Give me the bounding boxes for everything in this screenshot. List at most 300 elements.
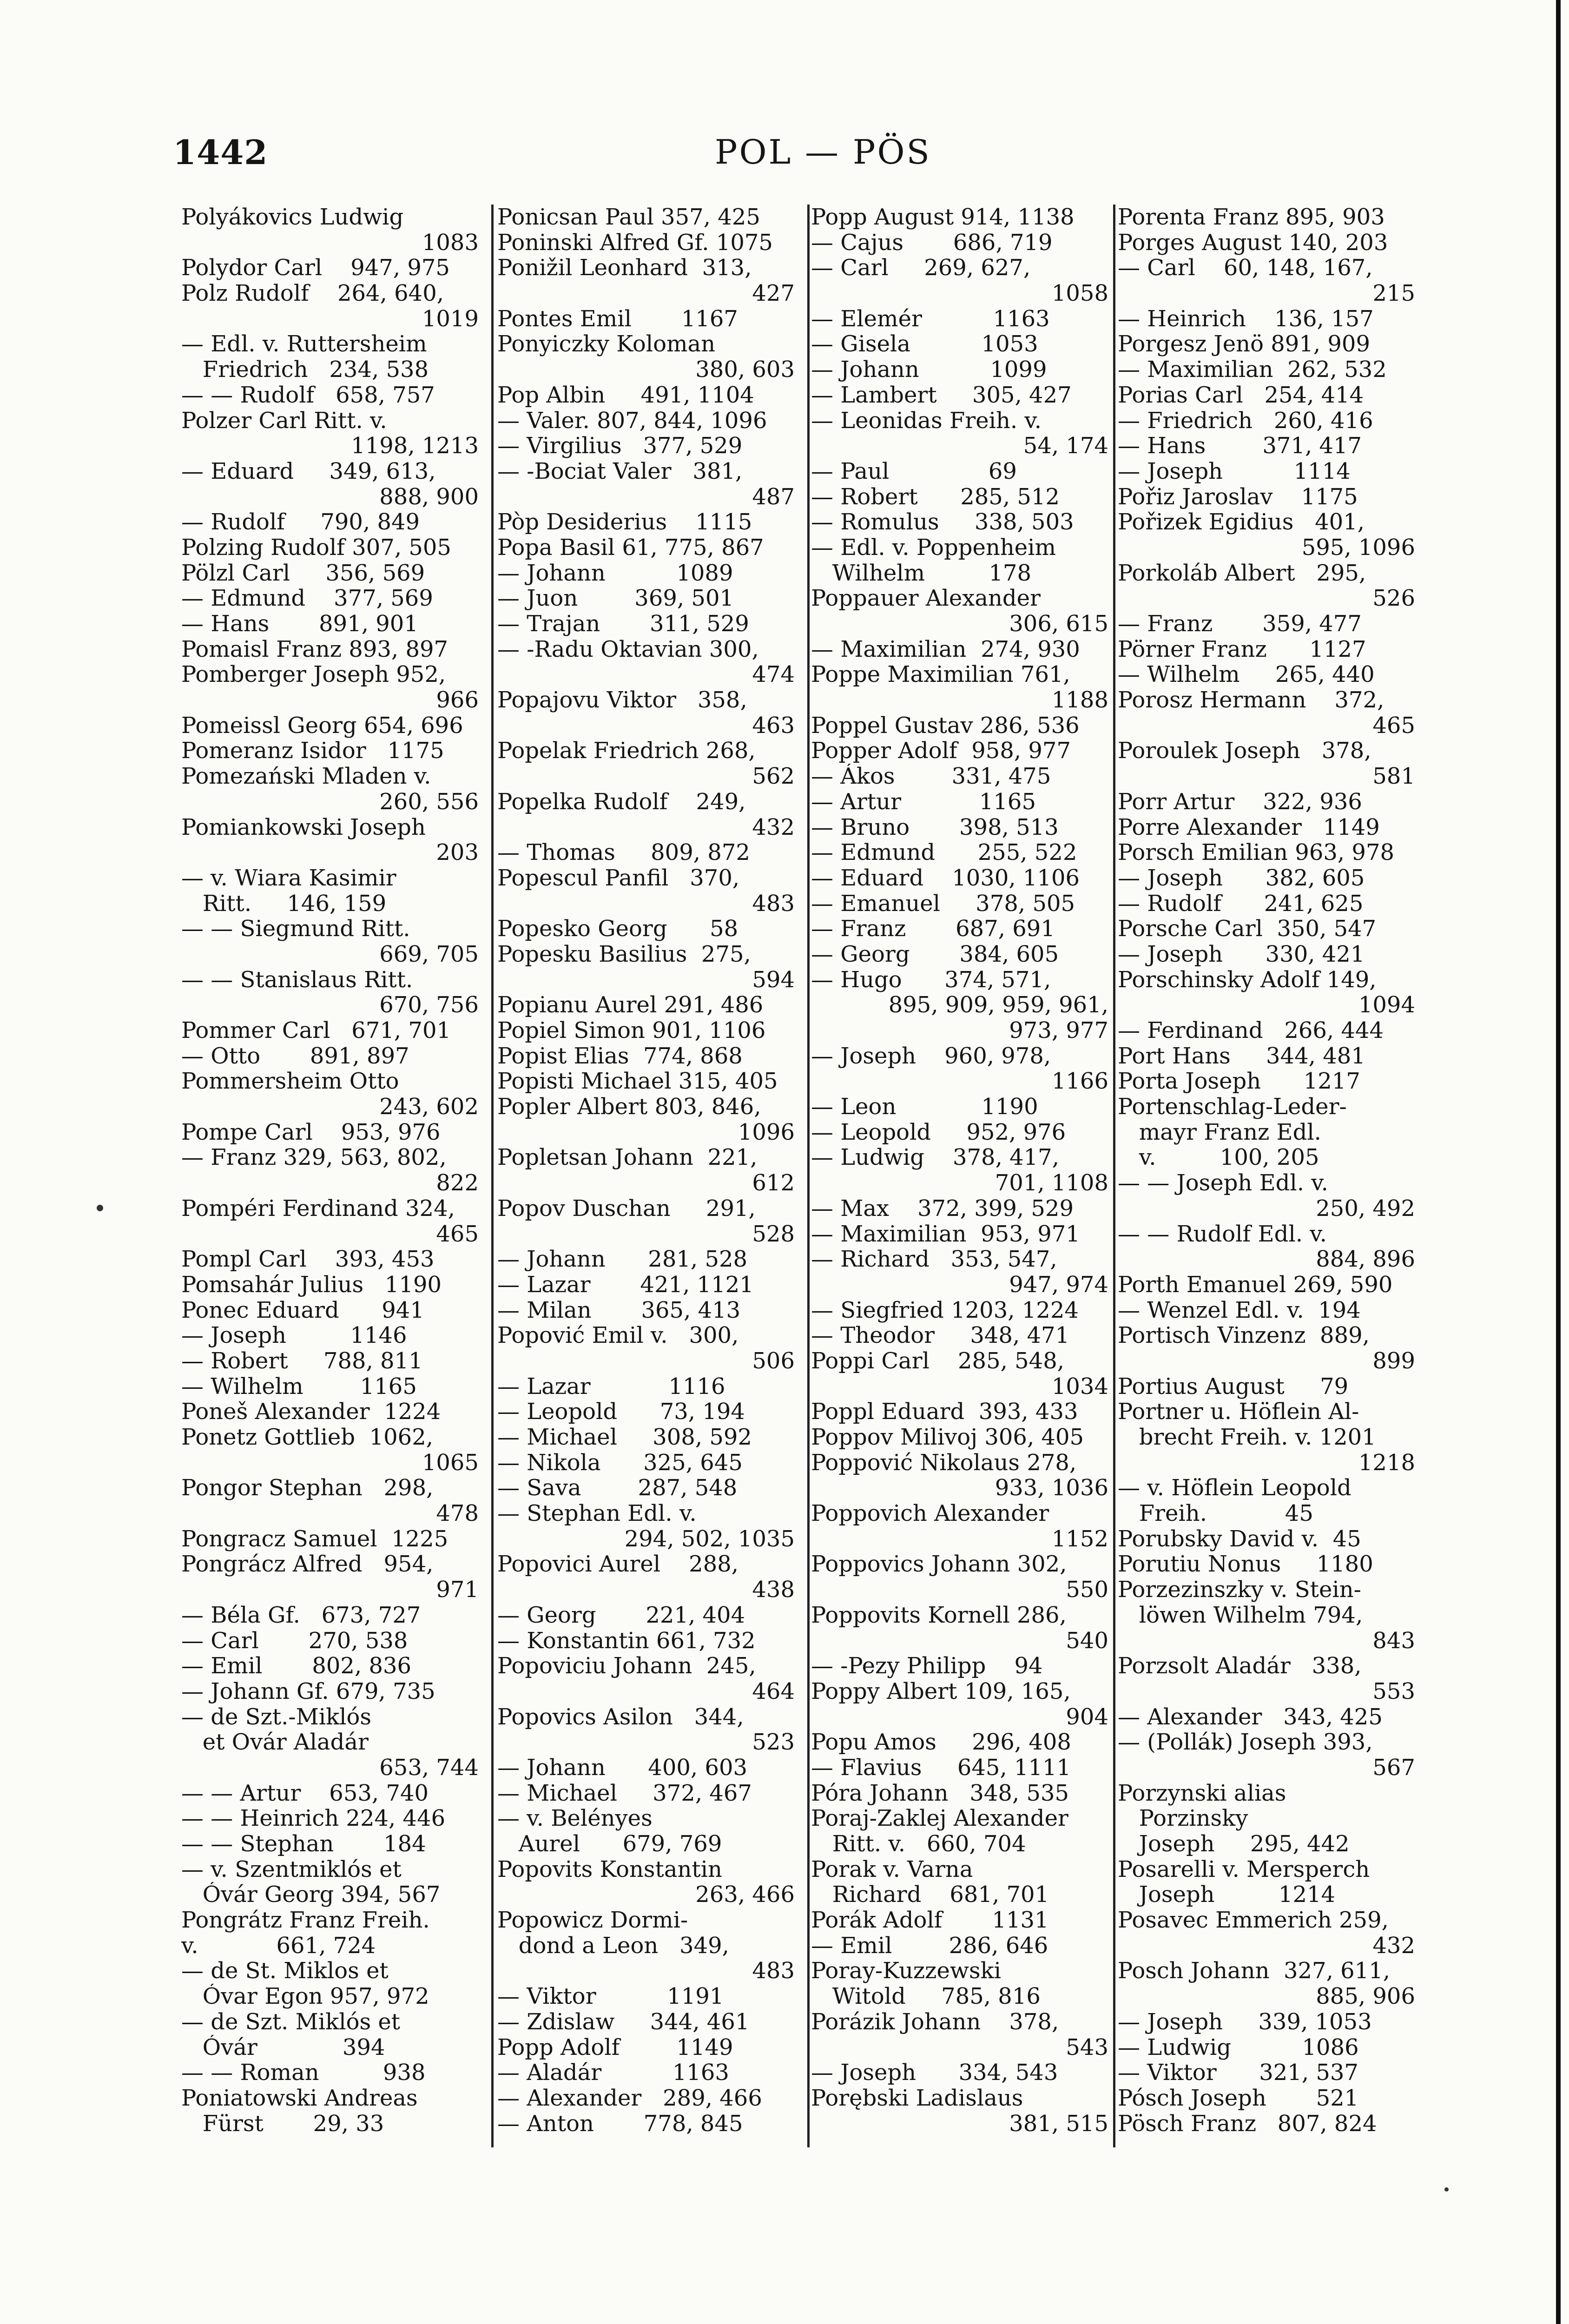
index-line: — — Joseph Edl. v. [1118,1170,1328,1196]
index-line: Ritt. 146, 159 [181,891,387,917]
index-line: Poppov Milivoj 306, 405 [811,1425,1084,1450]
index-line: — Georg 384, 605 [811,941,1059,967]
index-line: Polydor Carl 947, 975 [181,255,450,281]
index-line: Popesko Georg 58 [497,916,738,942]
index-line: Porzynski alias [1118,1780,1286,1806]
index-line: — — Siegmund Ritt. [181,916,410,942]
index-line: Polz Rudolf 264, 640, [181,281,444,306]
index-line: Popesku Basilius 275, [497,941,751,967]
index-line: Pořizek Egidius 401, [1118,509,1365,535]
index-line: 506 [752,1348,795,1374]
index-line: — Emil 286, 646 [811,1933,1048,1959]
running-head: POL — PÖS [715,132,931,172]
index-line: Popajovu Viktor 358, [497,687,747,713]
index-line: 306, 615 [1009,611,1108,637]
index-line: — Franz 329, 563, 802, [181,1145,447,1171]
index-line: Joseph 295, 442 [1118,1831,1350,1857]
index-line: Poneš Alexander 1224 [181,1399,441,1425]
index-line: Popoviciu Johann 245, [497,1653,756,1679]
index-line: — Konstantin 661, 732 [497,1628,756,1654]
index-line: Portius August 79 [1118,1373,1349,1400]
index-line: — Max 372, 399, 529 [811,1195,1074,1221]
index-line: et Ovár Aladár [181,1730,369,1755]
index-line: Poppović Nikolaus 278, [811,1450,1077,1476]
index-line: — Juon 369, 501 [497,586,734,611]
index-line: Pop Albin 491, 1104 [497,382,754,408]
index-line: Popler Albert 803, 846, [497,1094,761,1120]
index-line: — — Stanislaus Ritt. [181,967,413,993]
index-line: 294, 502, 1035 [624,1526,795,1552]
index-line: — Paul 69 [811,458,1017,484]
scan-edge [1556,0,1561,2324]
index-line: — Emil 802, 836 [181,1653,412,1679]
index-line: 250, 492 [1316,1195,1415,1221]
index-line: — Michael 308, 592 [497,1425,752,1450]
index-line: Popper Adolf 958, 977 [811,738,1071,764]
index-line: Popa Basil 61, 775, 867 [497,535,764,561]
index-line: Porr Artur 322, 936 [1118,789,1362,815]
index-line: Ponec Eduard 941 [181,1297,424,1323]
index-line: Pölzl Carl 356, 569 [181,560,425,586]
index-line: Poroulek Joseph 378, [1118,738,1371,764]
index-line: — -Pezy Philipp 94 [811,1653,1043,1679]
index-line: 895, 909, 959, 961, [888,992,1108,1018]
index-line: 54, 174 [1023,433,1108,459]
index-line: — Lazar 1116 [497,1373,725,1400]
index-line: Porsch Emilian 963, 978 [1118,840,1395,865]
index-line: 1083 [422,230,479,256]
index-line: — — Rudolf 658, 757 [181,382,435,408]
index-line: — Georg 221, 404 [497,1602,745,1628]
index-line: 465 [1372,713,1415,739]
index-line: 463 [752,713,795,739]
index-line: löwen Wilhelm 794, [1118,1602,1363,1628]
index-line: Porgesz Jenö 891, 909 [1118,331,1370,357]
index-line: — Wenzel Edl. v. 194 [1118,1297,1361,1323]
index-line: — Joseph 330, 421 [1118,941,1365,967]
index-line: — Siegfried 1203, 1224 [811,1297,1079,1323]
index-line: — Zdislaw 344, 461 [497,2009,750,2035]
index-line: — Leopold 73, 194 [497,1399,745,1425]
index-line: — Otto 891, 897 [181,1043,409,1069]
index-line: 1152 [1051,1526,1108,1552]
scan-speck [1444,2187,1449,2192]
index-line: 550 [1066,1577,1108,1603]
index-line: Wilhelm 178 [811,560,1032,586]
index-line: Poppovics Johann 302, [811,1552,1067,1578]
index-line: 487 [752,484,795,510]
index-line: — v. Höflein Leopold [1118,1475,1351,1501]
index-line: Pòp Desiderius 1115 [497,509,752,535]
index-line: — v. Szentmiklós et [181,1856,402,1882]
index-line: — Anton 778, 845 [497,2111,743,2137]
index-line: 203 [436,840,479,865]
index-line: mayr Franz Edl. [1118,1119,1321,1145]
index-line: — Johann 400, 603 [497,1755,748,1781]
index-line: Porkoláb Albert 295, [1118,560,1366,586]
index-line: 243, 602 [379,1094,479,1120]
index-line: dond a Leon 349, [497,1933,729,1959]
index-line: 543 [1066,2034,1108,2060]
index-line: — — Stephan 184 [181,1831,426,1857]
index-line: — Franz 687, 691 [811,916,1055,942]
index-line: — Sava 287, 548 [497,1475,738,1501]
index-column-4 [1118,205,1415,2136]
index-column-3 [811,205,1108,2136]
index-line: Pompe Carl 953, 976 [181,1119,441,1145]
index-line: 966 [436,687,479,713]
index-line: Poninski Alfred Gf. 1075 [497,230,773,256]
index-line: — Maximilian 262, 532 [1118,357,1387,383]
index-line: 432 [1372,1933,1415,1959]
index-line: — Nikola 325, 645 [497,1450,743,1476]
index-line: — Carl 60, 148, 167, [1118,255,1373,281]
index-line: 973, 977 [1009,1018,1108,1043]
index-line: Poraj-Zaklej Alexander [811,1806,1068,1831]
index-line: — Johann 1099 [811,357,1047,383]
index-line: — Virgilius 377, 529 [497,433,743,459]
scan-speck [97,1205,103,1211]
index-line: Friedrich 234, 538 [181,357,429,383]
index-line: Portisch Vinzenz 889, [1118,1323,1370,1348]
index-line: 526 [1372,586,1415,611]
index-line: Pomeissl Georg 654, 696 [181,713,463,739]
index-line: — v. Belényes [497,1806,653,1831]
index-line: — de Szt.-Miklós [181,1704,372,1730]
index-line: Popelka Rudolf 249, [497,789,746,815]
index-line: 933, 1036 [995,1475,1108,1501]
index-column-1 [181,205,479,2136]
index-line: Porák Adolf 1131 [811,1908,1049,1933]
index-line: — Johann 1089 [497,560,733,586]
index-line: v. 661, 724 [181,1933,376,1959]
index-line: — Robert 788, 811 [181,1348,423,1374]
index-line: Póra Johann 348, 535 [811,1780,1069,1806]
index-line: — Béla Gf. 673, 727 [181,1602,421,1628]
index-line: 381, 515 [1009,2111,1108,2137]
index-line: Poppl Eduard 393, 433 [811,1399,1078,1425]
index-line: — Edl. v. Poppenheim [811,535,1056,561]
index-line: — Ákos 331, 475 [811,764,1051,789]
index-line: — Ferdinand 266, 444 [1118,1018,1384,1043]
index-line: 1198, 1213 [351,433,479,459]
index-line: — Lazar 421, 1121 [497,1272,754,1298]
index-line: Porges August 140, 203 [1118,230,1388,256]
index-line: Polyákovics Ludwig [181,205,404,230]
column-divider [491,205,494,2147]
index-line: — Heinrich 136, 157 [1118,306,1374,332]
index-line: — Joseph 334, 543 [811,2060,1058,2086]
index-line: — Joseph 1114 [1118,458,1351,484]
index-line: 528 [752,1221,795,1247]
index-line: — Elemér 1163 [811,306,1050,332]
index-line: 971 [436,1577,479,1603]
index-line: Porenta Franz 895, 903 [1118,205,1385,230]
index-line: Fürst 29, 33 [181,2111,384,2137]
index-line: — de Szt. Miklós et [181,2009,401,2035]
index-line: Poppauer Alexander [811,586,1041,611]
index-line: Poppy Albert 109, 165, [811,1678,1071,1704]
index-line: Popov Duschan 291, [497,1195,756,1221]
index-line: Popianu Aurel 291, 486 [497,992,764,1018]
index-line: — Ludwig 378, 417, [811,1145,1059,1171]
index-line: 465 [436,1221,479,1247]
index-line: — Rudolf 790, 849 [181,509,420,535]
index-line: 562 [752,764,795,789]
index-line: — Eduard 1030, 1106 [811,865,1080,891]
index-line: 478 [436,1501,479,1526]
index-line: Pontes Emil 1167 [497,306,738,332]
index-line: — Aladár 1163 [497,2060,729,2086]
index-line: — — Heinrich 224, 446 [181,1806,446,1831]
index-line: Pomezański Mladen v. [181,764,431,789]
index-line: Portenschlag-Leder- [1118,1094,1347,1120]
index-line: 594 [752,967,795,993]
index-line: — Trajan 311, 529 [497,611,749,637]
index-line: Pomiankowski Joseph [181,814,426,840]
index-line: Aurel 679, 769 [497,1831,722,1857]
index-line: Polzer Carl Ritt. v. [181,408,387,434]
index-line: Popp August 914, 1138 [811,205,1075,230]
index-line: 483 [752,1958,795,1984]
index-line: 1166 [1051,1069,1108,1095]
index-line: 670, 756 [379,992,479,1018]
index-line: Popiel Simon 901, 1106 [497,1018,766,1043]
index-line: — Johann Gf. 679, 735 [181,1678,435,1704]
index-line: — Ludwig 1086 [1118,2034,1359,2060]
index-line: — Stephan Edl. v. [497,1501,697,1526]
index-line: — Cajus 686, 719 [811,230,1053,256]
index-line: — Lambert 305, 427 [811,382,1072,408]
index-line: 899 [1372,1348,1415,1374]
index-line: Pompéri Ferdinand 324, [181,1195,455,1221]
index-line: v. 100, 205 [1118,1145,1319,1171]
index-line: Popisti Michael 315, 405 [497,1069,778,1095]
index-line: — Joseph 382, 605 [1118,865,1365,891]
index-line: — Robert 285, 512 [811,484,1060,510]
index-line: Popist Elias 774, 868 [497,1043,743,1069]
index-line: Porubsky David v. 45 [1118,1526,1361,1552]
index-line: Popletsan Johann 221, [497,1145,758,1171]
index-line: 653, 744 [379,1755,479,1781]
index-line: 843 [1372,1628,1415,1654]
index-line: — Emanuel 378, 505 [811,891,1075,917]
index-line: Porias Carl 254, 414 [1118,382,1364,408]
index-line: Pösch Franz 807, 824 [1118,2111,1377,2137]
index-line: — Gisela 1053 [811,331,1038,357]
index-line: Popescul Panfil 370, [497,865,740,891]
index-line: Pommer Carl 671, 701 [181,1018,451,1043]
index-line: Porzinsky [1118,1806,1248,1831]
index-line: 884, 896 [1316,1247,1415,1272]
index-line: Popović Emil v. 300, [497,1323,739,1348]
index-line: Porsche Carl 350, 547 [1118,916,1377,942]
index-line: — Leonidas Freih. v. [811,408,1042,434]
index-line: 888, 900 [379,484,479,510]
index-line: Portner u. Höflein Al- [1118,1399,1359,1425]
index-line: — Milan 365, 413 [497,1297,741,1323]
index-line: 904 [1066,1704,1108,1730]
index-line: — Thomas 809, 872 [497,840,750,865]
index-line: — Michael 372, 467 [497,1780,752,1806]
index-line: — Hans 891, 901 [181,611,418,637]
index-line: Ponicsan Paul 357, 425 [497,205,760,230]
index-line: — Romulus 338, 503 [811,509,1074,535]
index-line: — Maximilian 953, 971 [811,1221,1080,1247]
index-line: Popovici Aurel 288, [497,1552,739,1578]
index-line: — Flavius 645, 1111 [811,1755,1071,1781]
index-line: Popovics Asilon 344, [497,1704,744,1730]
index-line: 822 [436,1170,479,1196]
index-line: — Hugo 374, 571, [811,967,1051,993]
index-line: — (Pollák) Joseph 393, [1118,1730,1373,1755]
index-line: — Friedrich 260, 416 [1118,408,1373,434]
index-line: Porre Alexander 1149 [1118,814,1380,840]
index-line: 1188 [1051,687,1108,713]
index-line: Porzsolt Aladár 338, [1118,1653,1362,1679]
index-line: — — Rudolf Edl. v. [1118,1221,1327,1247]
index-line: 567 [1372,1755,1415,1781]
index-line: — Eduard 349, 613, [181,458,436,484]
index-line: Pörner Franz 1127 [1118,636,1366,662]
index-line: Ritt. v. 660, 704 [811,1831,1026,1857]
index-line: — -Radu Oktavian 300, [497,636,759,662]
index-line: Ponetz Gottlieb 1062, [181,1425,433,1450]
column-divider [1113,205,1115,2147]
index-line: 885, 906 [1316,1984,1415,2009]
index-line: — de St. Miklos et [181,1958,389,1984]
index-line: Pomberger Joseph 952, [181,662,446,688]
index-line: 595, 1096 [1301,535,1415,561]
index-line: Witold 785, 816 [811,1984,1041,2009]
index-line: — — Artur 653, 740 [181,1780,429,1806]
index-line: Ponyiczky Koloman [497,331,716,357]
index-line: Polzing Rudolf 307, 505 [181,535,451,561]
index-line: 1058 [1051,281,1108,306]
index-line: 1065 [422,1450,479,1476]
index-line: — Joseph 960, 978, [811,1043,1051,1069]
page-number: 1442 [173,132,268,172]
index-line: — Rudolf 241, 625 [1118,891,1364,917]
index-line: Posarelli v. Mersperch [1118,1856,1370,1882]
index-line: Pomeranz Isidor 1175 [181,738,444,764]
index-line: Porutiu Nonus 1180 [1118,1552,1373,1578]
index-line: — Wilhelm 1165 [181,1373,417,1400]
index-line: Poniatowski Andreas [181,2085,418,2111]
index-line: 540 [1066,1628,1108,1654]
index-line: Port Hans 344, 481 [1118,1043,1365,1069]
index-line: — Joseph 1146 [181,1323,407,1348]
index-line: Richard 681, 701 [811,1882,1049,1908]
index-line: — — Roman 938 [181,2060,426,2086]
index-line: 523 [752,1730,795,1755]
index-line: 669, 705 [379,941,479,967]
index-line: — Artur 1165 [811,789,1036,815]
index-line: 1096 [738,1119,795,1145]
index-line: Porta Joseph 1217 [1118,1069,1360,1095]
index-line: Popelak Friedrich 268, [497,738,756,764]
index-line: Poppi Carl 285, 548, [811,1348,1064,1374]
index-line: 701, 1108 [995,1170,1108,1196]
index-line: Porębski Ladislaus [811,2085,1023,2111]
index-line: — Hans 371, 417 [1118,433,1362,459]
index-line: — Edmund 255, 522 [811,840,1077,865]
index-line: — Leopold 952, 976 [811,1119,1066,1145]
index-line: Porth Emanuel 269, 590 [1118,1272,1393,1298]
index-line: Ponižil Leonhard 313, [497,255,752,281]
index-line: Freih. 45 [1118,1501,1313,1526]
index-line: 483 [752,891,795,917]
index-line: Posch Johann 327, 611, [1118,1958,1390,1984]
index-line: 474 [752,662,795,688]
index-line: Pomaisl Franz 893, 897 [181,636,448,662]
index-line: Popp Adolf 1149 [497,2034,733,2060]
index-line: — Carl 270, 538 [181,1628,408,1654]
index-line: Óvár 394 [181,2034,385,2060]
index-line: — Edl. v. Ruttersheim [181,331,427,357]
index-line: 464 [752,1678,795,1704]
index-line: Poppovits Kornell 286, [811,1602,1067,1628]
index-line: 260, 556 [379,789,479,815]
index-line: — Franz 359, 477 [1118,611,1362,637]
index-line: — Alexander 289, 466 [497,2085,762,2111]
index-line: — Richard 353, 547, [811,1247,1057,1272]
index-line: Poray-Kuzzewski [811,1958,1002,1984]
index-line: Pósch Joseph 521 [1118,2085,1359,2111]
index-line: Popowicz Dormi- [497,1908,688,1933]
index-line: Poppovich Alexander [811,1501,1049,1526]
index-line: Pongrátz Franz Freih. [181,1908,430,1933]
index-line: Poppel Gustav 286, 536 [811,713,1080,739]
index-line: 1019 [422,306,479,332]
index-line: 263, 466 [695,1882,795,1908]
index-line: — Wilhelm 265, 440 [1118,662,1375,688]
index-line: — Carl 269, 627, [811,255,1031,281]
index-line: — Bruno 398, 513 [811,814,1059,840]
index-line: — Edmund 377, 569 [181,586,433,611]
index-line: Óvar Egon 957, 972 [181,1984,429,2009]
index-line: Popu Amos 296, 408 [811,1730,1071,1755]
index-line: 553 [1372,1678,1415,1704]
index-line: Poppe Maximilian 761, [811,662,1070,688]
index-line: Porázik Johann 378, [811,2009,1059,2035]
index-line: Pořiz Jaroslav 1175 [1118,484,1358,510]
index-line: — -Bociat Valer 381, [497,458,743,484]
index-line: 380, 603 [695,357,795,383]
index-line: Porzezinszky v. Stein- [1118,1577,1361,1603]
index-line: 432 [752,814,795,840]
column-divider [807,205,810,2147]
index-line: brecht Freih. v. 1201 [1118,1425,1376,1450]
index-line: Pongracz Samuel 1225 [181,1526,448,1552]
index-line: — Leon 1190 [811,1094,1038,1120]
index-line: — Alexander 343, 425 [1118,1704,1383,1730]
index-line: Porak v. Varna [811,1856,973,1882]
index-column-2 [497,205,795,2136]
index-line: — Theodor 348, 471 [811,1323,1070,1348]
index-line: Pommersheim Otto [181,1069,399,1095]
index-line: — Valer. 807, 844, 1096 [497,408,767,434]
index-line: Joseph 1214 [1118,1882,1336,1908]
index-line: 438 [752,1577,795,1603]
index-line: 1218 [1358,1450,1415,1476]
index-line: — Joseph 339, 1053 [1118,2009,1372,2035]
index-line: 581 [1372,764,1415,789]
index-line: Pongrácz Alfred 954, [181,1552,434,1578]
index-line: 947, 974 [1009,1272,1108,1298]
index-line: Pongor Stephan 298, [181,1475,434,1501]
index-line: Porosz Hermann 372, [1118,687,1384,713]
